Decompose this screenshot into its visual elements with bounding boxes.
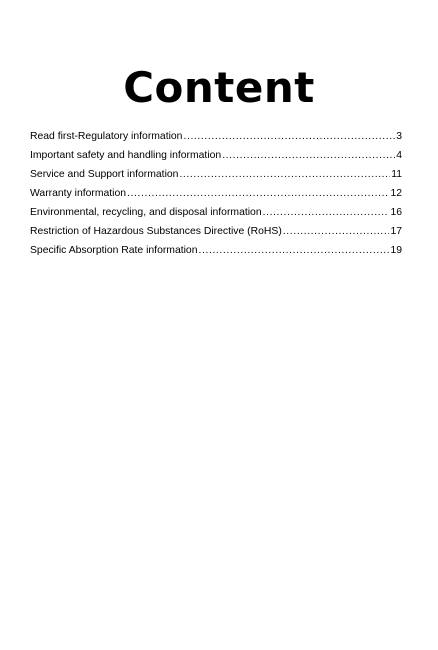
toc-leader-dots xyxy=(199,241,390,260)
toc-leader-dots xyxy=(283,222,390,241)
toc-entry-page: 4 xyxy=(396,150,402,161)
toc-entry-label: Read first-Regulatory information xyxy=(30,131,183,142)
toc-entry-environmental[interactable] xyxy=(30,203,402,222)
toc-entry-service[interactable] xyxy=(30,165,402,184)
toc-entry-page: 3 xyxy=(396,131,402,142)
toc-entry-rohs[interactable] xyxy=(30,222,402,241)
page-title: Content xyxy=(123,63,315,112)
toc-leader-dots xyxy=(179,165,390,184)
toc-entry-warranty[interactable] xyxy=(30,184,402,203)
toc-leader-dots xyxy=(263,203,390,222)
toc-entry-sar[interactable] xyxy=(30,241,402,260)
toc-entry-label: Important safety and handling information xyxy=(30,150,222,161)
toc-leader-dots xyxy=(222,146,395,165)
toc-entry-label: Warranty information xyxy=(30,188,127,199)
toc-entry-page: 17 xyxy=(390,226,402,237)
toc-leader-dots xyxy=(183,127,395,146)
toc-entry-label: Specific Absorption Rate information xyxy=(30,245,198,256)
toc-entry-page: 11 xyxy=(391,169,402,180)
toc-entry-label: Restriction of Hazardous Substances Directive (RoHS) xyxy=(30,226,282,237)
toc-entry-label: Environmental, recycling, and disposal information xyxy=(30,207,262,218)
toc-entry-page: 12 xyxy=(390,188,402,199)
toc-entry-safety[interactable] xyxy=(30,146,402,165)
toc-leader-dots xyxy=(127,184,389,203)
toc-entry-regulatory[interactable] xyxy=(30,127,402,146)
toc-entry-page: 19 xyxy=(390,245,402,256)
table-of-contents xyxy=(30,127,402,260)
toc-entry-label: Service and Support information xyxy=(30,169,179,180)
toc-entry-page: 16 xyxy=(390,207,402,218)
